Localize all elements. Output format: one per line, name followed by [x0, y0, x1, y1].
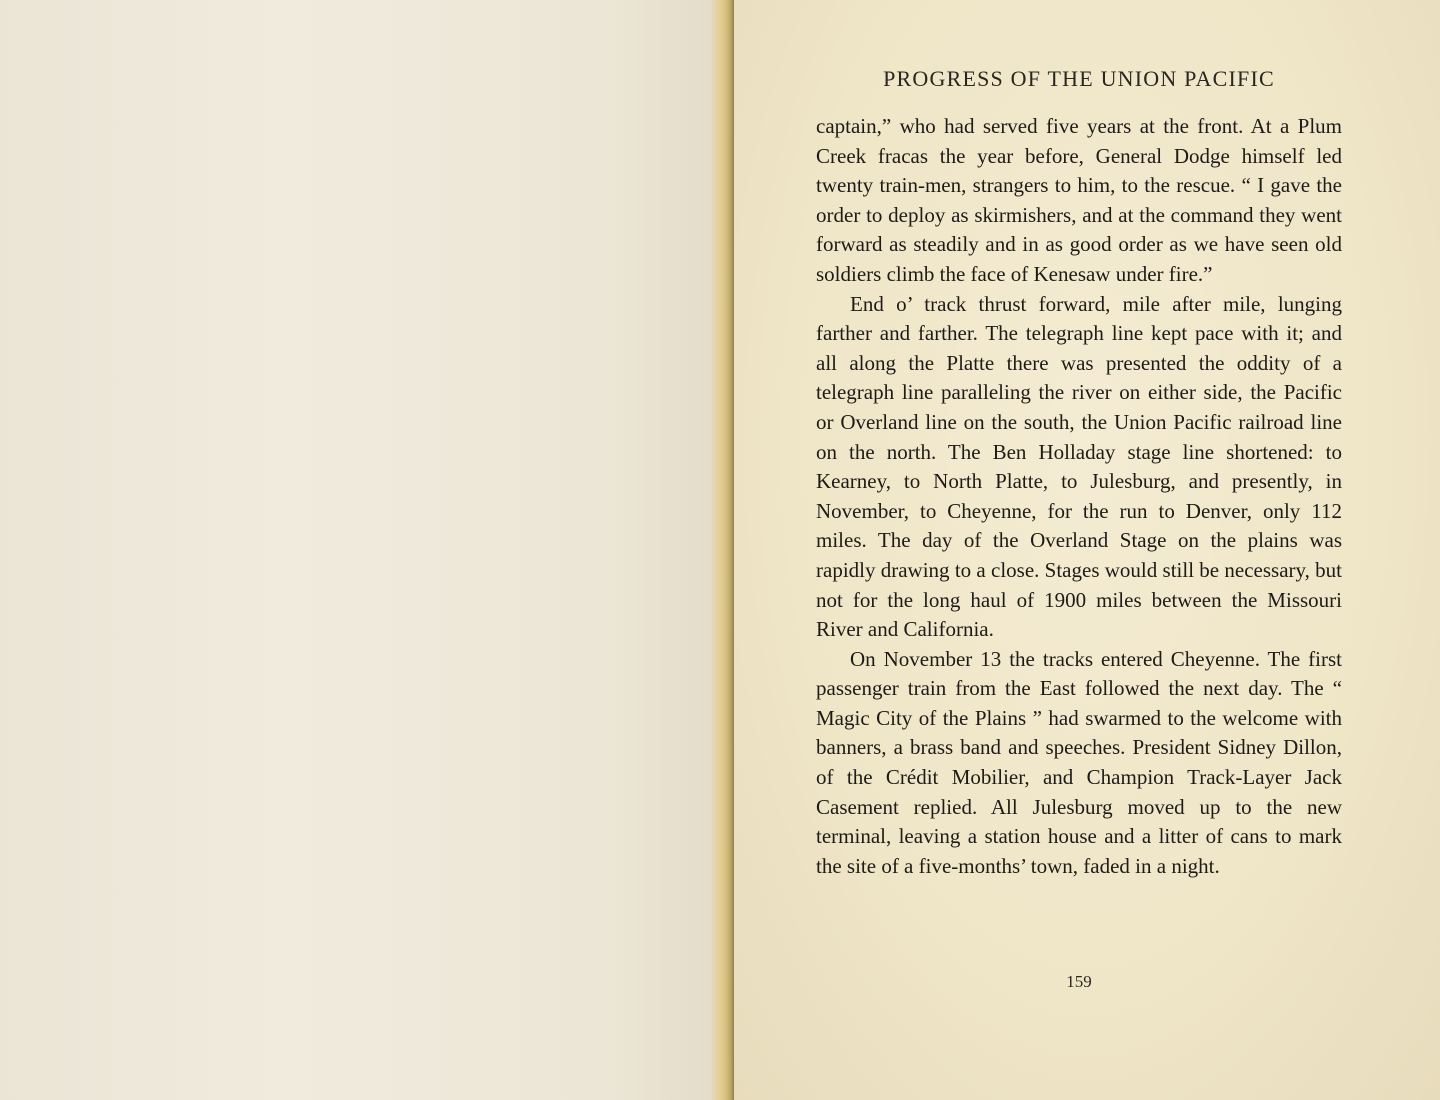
- running-head: PROGRESS OF THE UNION PACIFIC: [883, 66, 1275, 91]
- page-number: 159: [1066, 972, 1092, 991]
- paragraph-3: On November 13 the tracks entered Cheyenne. The first passenger train from the East followed the next day. The “ Magic City of the Plains ” had swarmed to the welcome with banners, a brass band and speeches. President Sidney Dillon, of the Crédit Mobilier, and Champion Track-Layer Jack Casement replied. All Julesburg moved up to the new terminal, leaving a station house and a litter of cans to mark the site of a five-months’ town, faded in a night.: [816, 646, 1342, 878]
- book-gutter: [712, 0, 734, 1100]
- page-body-text: [816, 112, 1342, 881]
- paragraph-1: captain,” who had served five years at the front. At a Plum Creek fracas the year before, General Dodge himself led twenty train-men, strangers to him, to the rescue. “ I gave the order to deploy as skirmishers, and at the command they went forward as steadily and in as good order as we have seen old soldiers climb the face of Kenesaw under fire.”: [816, 114, 1342, 286]
- left-page-blank: [0, 0, 716, 1100]
- paragraph-2: End o’ track thrust forward, mile after mile, lunging farther and farther. The telegraph line kept pace with it; and all along the Platte there was presented the oddity of a telegraph line paralleling the river on either side, the Pacific or Overland line on the south, the Union Pacific railroad line on the north. The Ben Holladay stage line shortened: to Kearney, to North Platte, to Julesburg, and presently, in November, to Cheyenne, for the run to Denver, only 112 miles. The day of the Overland Stage on the plains was rapidly drawing to a close. Stages would still be necessary, but not for the long haul of 1900 miles between the Missouri River and California.: [816, 291, 1342, 642]
